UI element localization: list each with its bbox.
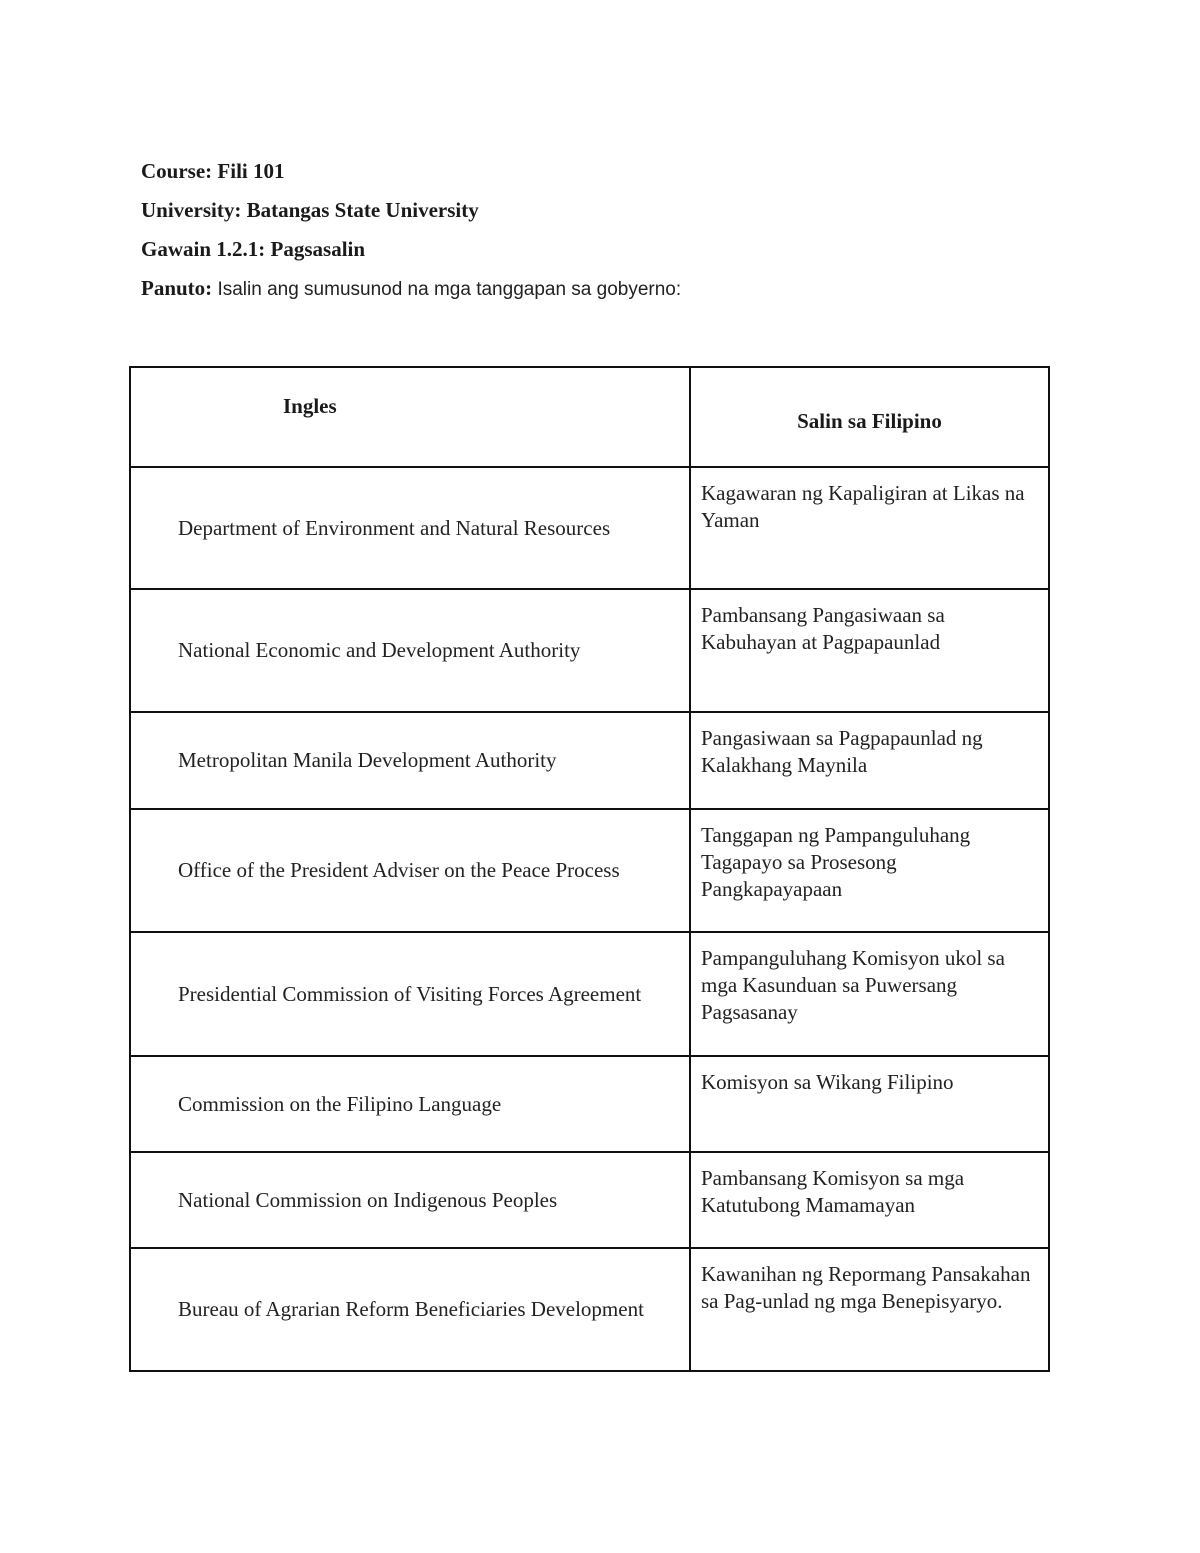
filipino-cell: Komisyon sa Wikang Filipino — [690, 1056, 1049, 1152]
course-label: Course: — [141, 159, 213, 183]
table-row — [130, 467, 1049, 589]
table-row — [130, 1152, 1049, 1248]
instruction-line — [141, 269, 1041, 308]
university-line — [141, 191, 1041, 230]
header-filipino: Salin sa Filipino — [690, 367, 1049, 467]
english-cell: Department of Environment and Natural Resources — [130, 467, 690, 589]
table-header-row — [130, 367, 1049, 467]
instruction-text: Isalin ang sumusunod na mga tanggapan sa gobyerno: — [217, 279, 682, 300]
filipino-cell: Kawanihan ng Repormang Pansakahan sa Pag-unlad ng mga Benepisyaryo. — [690, 1248, 1049, 1371]
filipino-cell: Kagawaran ng Kapaligiran at Likas na Yaman — [690, 467, 1049, 589]
table-row — [130, 1248, 1049, 1371]
course-value: Fili 101 — [217, 159, 285, 183]
table-row — [130, 932, 1049, 1056]
instruction-label: Panuto: — [141, 276, 213, 300]
filipino-cell: Pampanguluhang Komisyon ukol sa mga Kasunduan sa Puwersang Pagsasanay — [690, 932, 1049, 1056]
university-label: University: — [141, 198, 242, 222]
table-row — [130, 712, 1049, 809]
english-cell: Bureau of Agrarian Reform Beneficiaries Development — [130, 1248, 690, 1371]
filipino-cell: Tanggapan ng Pampanguluhang Tagapayo sa Prosesong Pangkapayapaan — [690, 809, 1049, 932]
document-header — [141, 152, 1041, 308]
filipino-cell: Pambansang Pangasiwaan sa Kabuhayan at Pagpapaunlad — [690, 589, 1049, 712]
english-cell: Office of the President Adviser on the Peace Process — [130, 809, 690, 932]
filipino-cell: Pangasiwaan sa Pagpapaunlad ng Kalakhang Maynila — [690, 712, 1049, 809]
course-line — [141, 152, 1041, 191]
filipino-cell: Pambansang Komisyon sa mga Katutubong Mamamayan — [690, 1152, 1049, 1248]
table-row — [130, 1056, 1049, 1152]
table-row — [130, 809, 1049, 932]
activity-value: Pagsasalin — [270, 237, 366, 261]
english-cell: Metropolitan Manila Development Authority — [130, 712, 690, 809]
activity-line — [141, 230, 1041, 269]
english-cell: National Economic and Development Authority — [130, 589, 690, 712]
table-row — [130, 589, 1049, 712]
english-cell: Commission on the Filipino Language — [130, 1056, 690, 1152]
university-value: Batangas State University — [246, 198, 479, 222]
english-cell: Presidential Commission of Visiting Forces Agreement — [130, 932, 690, 1056]
activity-label: Gawain 1.2.1: — [141, 237, 266, 261]
translation-table — [129, 366, 1050, 1372]
english-cell: National Commission on Indigenous Peoples — [130, 1152, 690, 1248]
header-english: Ingles — [130, 367, 690, 467]
